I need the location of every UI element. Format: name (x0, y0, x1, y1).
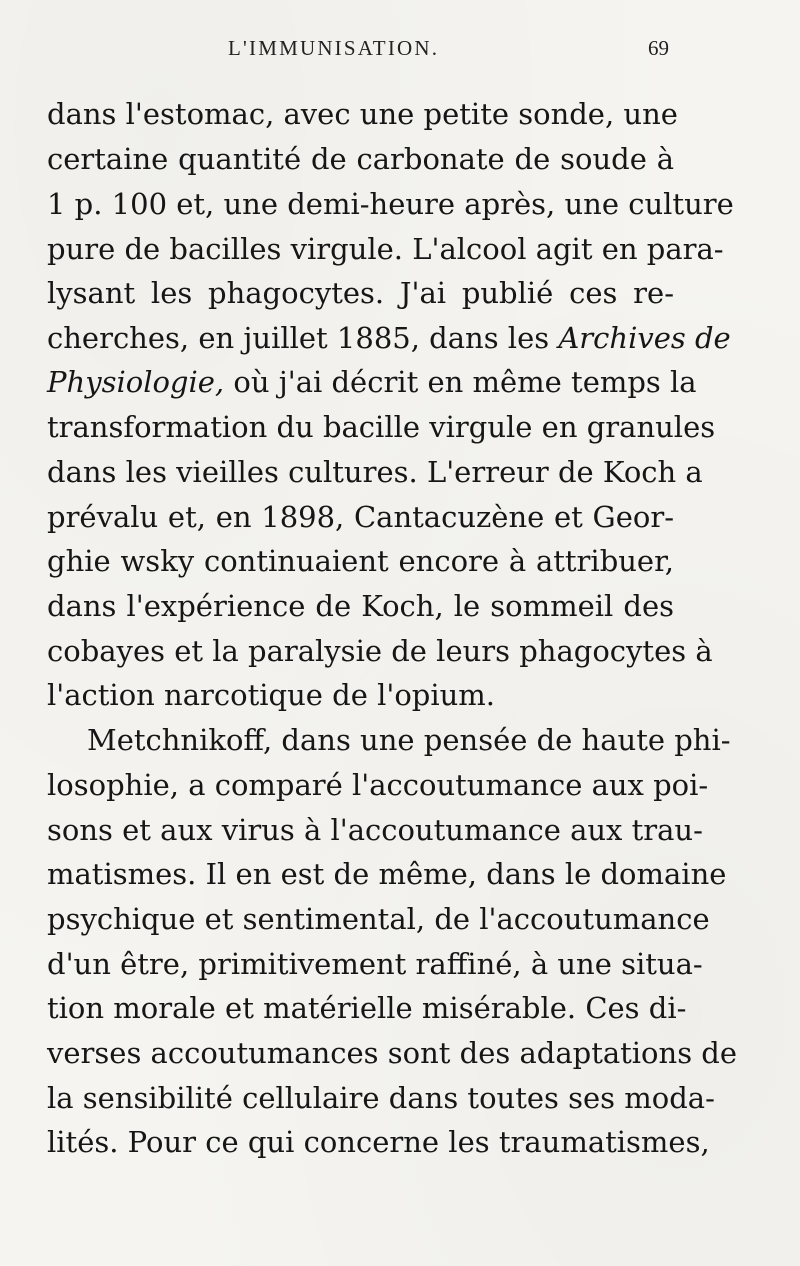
italic-journal-title: Archives de (558, 321, 731, 355)
text-line: transformation du bacille virgule en granules (47, 410, 716, 444)
text-line: losophie, a comparé l'accoutumance aux poi- (47, 768, 709, 802)
text-line: lysant les phagocytes. J'ai publié ces re- (47, 276, 674, 310)
text-line: 1 p. 100 et, une demi-heure après, une culture (47, 187, 734, 221)
italic-journal-title: Physiologie, (47, 365, 225, 399)
text-line: cobayes et la paralysie de leurs phagocytes à (47, 634, 713, 668)
text-segment: où j'ai décrit en même temps la (233, 365, 697, 399)
text-line: l'action narcotique de l'opium. (47, 678, 496, 712)
text-line: pure de bacilles virgule. L'alcool agit en para- (47, 232, 724, 266)
text-line: psychique et sentimental, de l'accoutumance (47, 902, 710, 936)
text-line: certaine quantité de carbonate de soude à (47, 142, 674, 176)
text-line: dans les vieilles cultures. L'erreur de Koch a (47, 455, 703, 489)
text-line: tion morale et matérielle misérable. Ces di- (47, 991, 687, 1025)
text-line: verses accoutumances sont des adaptations de (47, 1036, 738, 1070)
text-line (47, 359, 697, 405)
running-title: L'IMMUNISATION. (228, 36, 440, 60)
text-segment: cherches, en juillet 1885, dans les (47, 321, 550, 355)
text-line: d'un être, primitivement raffiné, à une situa- (47, 947, 703, 981)
text-line: ghie wsky continuaient encore à attribuer, (47, 544, 674, 578)
text-line: dans l'estomac, avec une petite sonde, une (47, 97, 678, 131)
text-line: prévalu et, en 1898, Cantacuzène et Geor- (47, 500, 674, 534)
page-number: 69 (648, 36, 669, 60)
text-line: la sensibilité cellulaire dans toutes ses moda- (47, 1081, 715, 1115)
text-line: lités. Pour ce qui concerne les traumatismes, (47, 1125, 710, 1159)
text-line: sons et aux virus à l'accoutumance aux trau- (47, 813, 703, 847)
text-line (47, 315, 731, 361)
text-line: dans l'expérience de Koch, le sommeil des (47, 589, 674, 623)
paragraph-first-line: Metchnikoff, dans une pensée de haute phi- (87, 723, 731, 757)
text-line: matismes. Il en est de même, dans le domaine (47, 857, 727, 891)
